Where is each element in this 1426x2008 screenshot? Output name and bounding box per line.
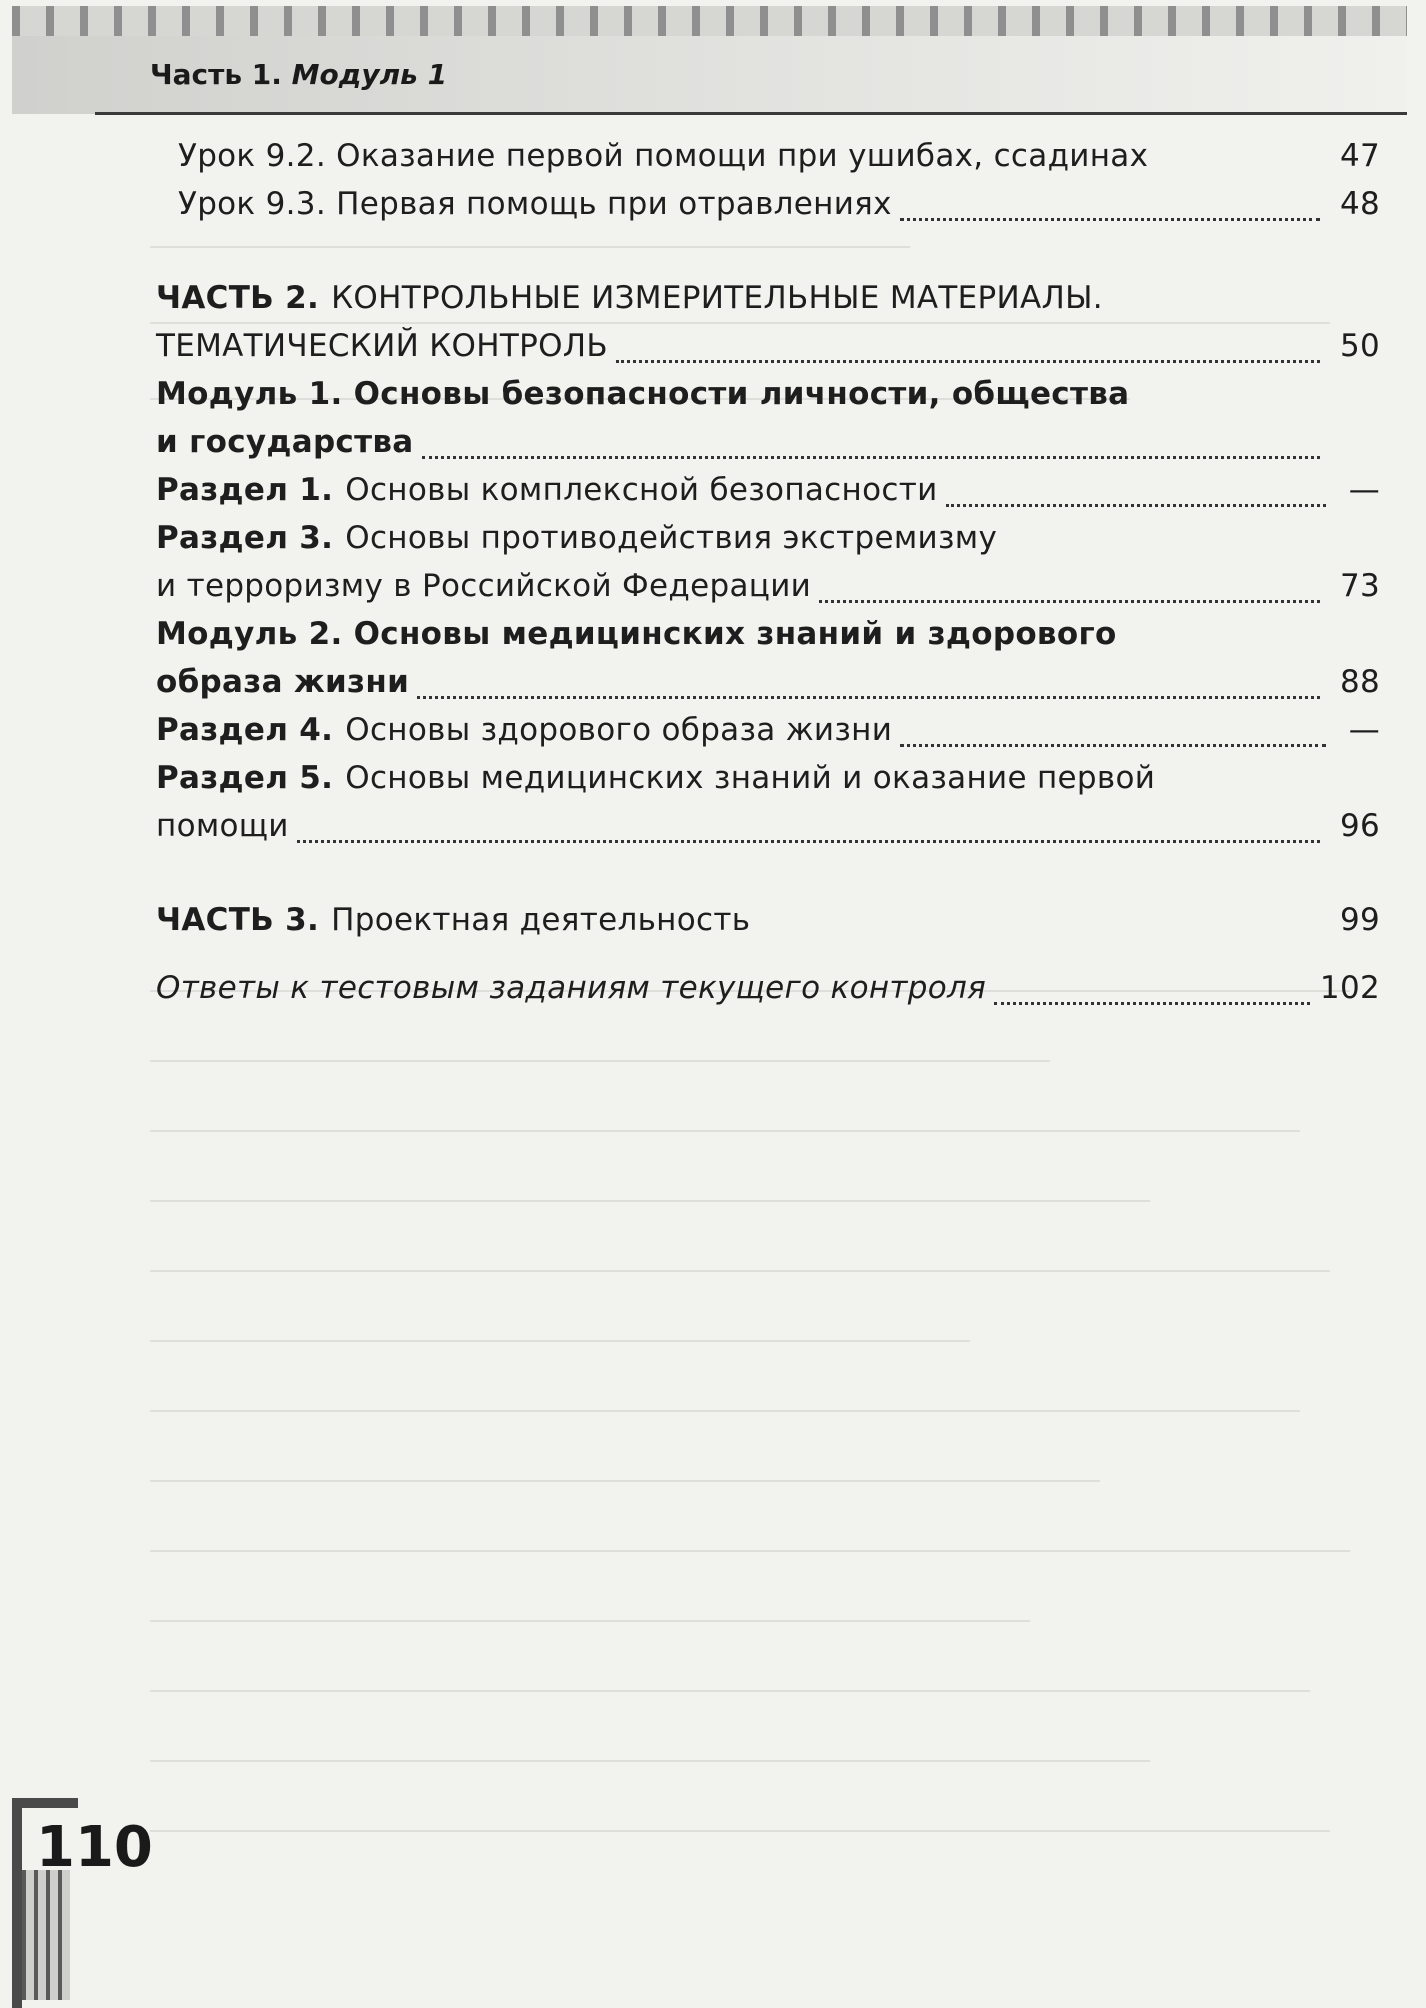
bleed-through-mark [150,1130,1300,1132]
toc-leader [900,744,1326,747]
toc-entry-title: Ответы к тестовым заданиям текущего контроля [156,970,987,1006]
toc-leader [422,456,1320,459]
toc-page-number: 47 [1339,138,1380,174]
bleed-through-mark [150,1340,970,1342]
toc-entry-title: и терроризму в Российской Федерации [156,568,812,604]
toc-entry-lesson-9-3[interactable] [178,186,1380,230]
toc-page-number: 50 [1339,328,1380,364]
toc-entry-title: ТЕМАТИЧЕСКИЙ КОНТРОЛЬ [156,328,608,364]
toc-leader [758,934,1320,937]
toc-entry-section-1[interactable] [156,472,1380,516]
header-module: Модуль 1 [291,58,448,91]
toc-entry-title: Модуль 2. Основы медицинских знаний и здорового [156,616,1117,652]
toc-page-number: — [1348,472,1380,508]
bleed-through-mark [150,1410,1300,1412]
toc-entry-section-5[interactable] [156,808,1380,852]
toc-entry-module-1[interactable] [156,424,1380,468]
running-header [150,58,447,91]
bleed-through-mark [150,1060,1050,1062]
toc-entry-answers[interactable] [156,970,1380,1014]
toc-entry-label: ЧАСТЬ 3. [156,902,320,938]
toc-leader [946,504,1326,507]
toc-leader [417,696,1320,699]
toc-leader [994,1002,1310,1005]
bleed-through-mark [150,1550,1350,1552]
bleed-through-mark [150,246,910,248]
toc-entry-part-3[interactable] [156,902,1380,946]
toc-entry-label: Раздел 1. [156,472,334,508]
toc-page-number: 102 [1319,970,1380,1006]
toc-page-number: 88 [1339,664,1380,700]
toc-page-number: — [1348,712,1380,748]
toc-entry-module-2-title [156,616,1380,660]
toc-entry-title: Урок 9.2. Оказание первой помощи при ушибах, ссадинах [178,138,1149,174]
header-rule [95,112,1407,115]
bleed-through-mark [150,1760,1150,1762]
toc-entry-title: Проектная деятельность [331,902,751,938]
toc-entry-label: Раздел 4. [156,712,334,748]
page-number: 110 [36,1815,153,1880]
toc-page-number: 48 [1339,186,1380,222]
toc-entry-title: Модуль 1. Основы безопасности личности, общества [156,376,1130,412]
bleed-through-mark [150,1200,1150,1202]
toc-entry-title: образа жизни [156,664,410,700]
toc-entry-label: Раздел 3. [156,520,334,556]
toc-entry-title: КОНТРОЛЬНЫЕ ИЗМЕРИТЕЛЬНЫЕ МАТЕРИАЛЫ. [331,280,1103,316]
toc-leader [297,840,1320,843]
toc-entry-title: помощи [156,808,289,844]
toc-leader [1156,170,1320,173]
toc-leader [900,218,1320,221]
bleed-through-mark [150,1270,1330,1272]
toc-entry-title: Основы комплексной безопасности [345,472,938,508]
toc-entry-title: Основы противодействия экстремизму [345,520,998,556]
toc-page-number: 99 [1339,902,1380,938]
header-part: Часть 1. [150,58,282,91]
toc-entry-part-2[interactable] [156,328,1380,372]
toc-entry-title: и государства [156,424,414,460]
toc-leader [616,360,1320,363]
bleed-through-mark [150,1620,1030,1622]
toc-entry-section-3[interactable] [156,568,1380,612]
toc-page-number: 96 [1339,808,1380,844]
top-hatch-band [12,6,1407,36]
toc-entry-label: ЧАСТЬ 2. [156,280,320,316]
bleed-through-mark [150,1830,1330,1832]
toc-page-number: 73 [1339,568,1380,604]
toc-entry-label: Раздел 5. [156,760,334,796]
toc-entry-module-2[interactable] [156,664,1380,708]
toc-entry-module-1-title [156,376,1380,420]
bleed-through-mark [150,1480,1100,1482]
bleed-through-mark [150,1690,1310,1692]
toc-entry-section-4[interactable] [156,712,1380,756]
toc-entry-part-2-title [156,280,1380,324]
toc-entry-lesson-9-2[interactable] [178,138,1380,182]
toc-entry-title: Основы медицинских знаний и оказание первой [345,760,1156,796]
toc-entry-section-3-title [156,520,1380,564]
toc-entry-title: Урок 9.3. Первая помощь при отравлениях [178,186,892,222]
toc-entry-section-5-title [156,760,1380,804]
toc-entry-title: Основы здорового образа жизни [345,712,893,748]
toc-leader [819,600,1320,603]
